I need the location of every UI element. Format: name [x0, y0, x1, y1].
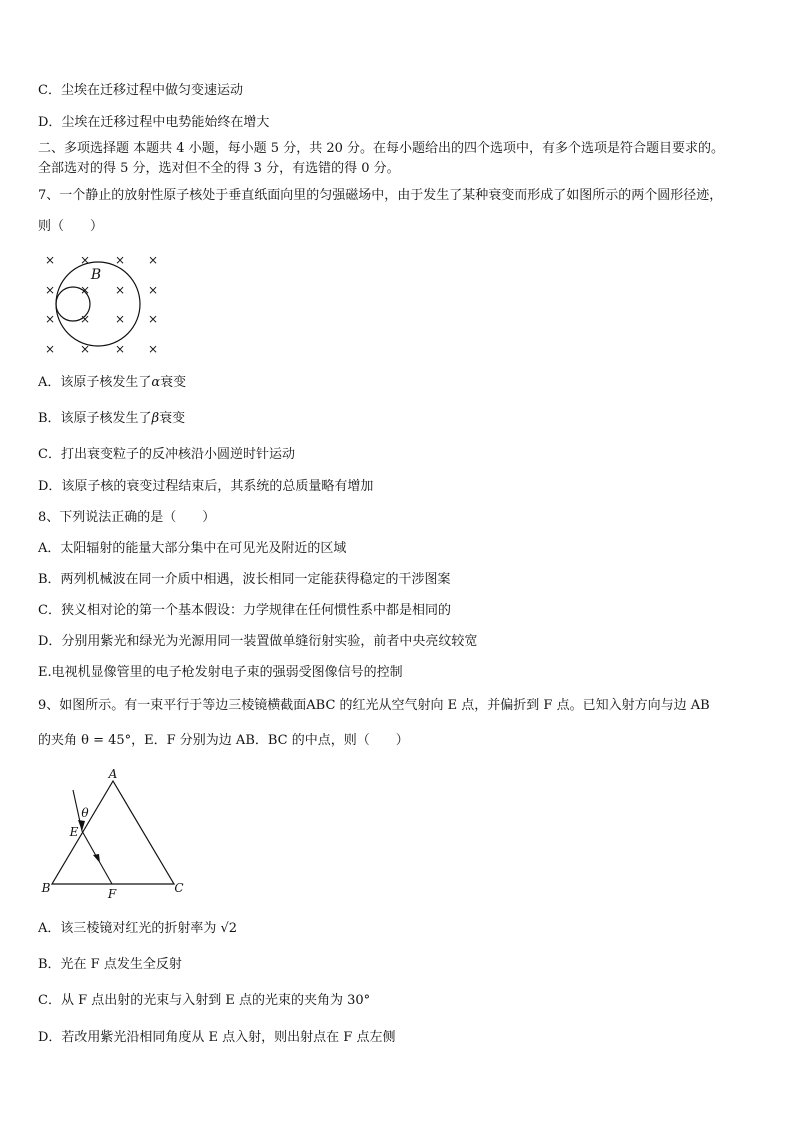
- q7-option-c: C．打出衰变粒子的反冲核沿小圆逆时针运动: [38, 447, 295, 462]
- q9-stem-line1: 9、如图所示。有一束平行于等边三棱镜横截面ABC 的红光从空气射向 E 点，并偏折到 F 点。已知入射方向与边 AB: [38, 698, 710, 713]
- q9-option-b: B．光在 F 点发生全反射: [38, 957, 182, 972]
- field-cross: ×: [44, 342, 56, 356]
- q7-option-b-text: B．该原子核发生了: [38, 411, 152, 426]
- field-cross-marks: [45, 253, 158, 356]
- angle-label-theta: θ: [81, 806, 89, 820]
- beta-symbol: β: [151, 411, 160, 426]
- q8-option-b: B．两列机械波在同一介质中相遇，波长相同一定能获得稳定的干涉图案: [38, 572, 451, 587]
- field-cross: ×: [79, 253, 91, 267]
- q6-option-c: C．尘埃在迁移过程中做匀变速运动: [38, 83, 243, 98]
- q8-option-e: E.电视机显像管里的电子枪发射电子束的强弱受图像信号的控制: [38, 665, 403, 680]
- point-label-e: E: [69, 825, 79, 839]
- small-circular-track: [56, 287, 90, 321]
- q7-option-b: [38, 410, 764, 428]
- field-cross: ×: [44, 253, 56, 267]
- field-cross: ×: [79, 312, 91, 326]
- q7-option-a-suffix: 衰变: [160, 375, 187, 390]
- section2-instructions-line2: 全部选对的得 5 分，选对但不全的得 3 分，有选错的得 0 分。: [38, 161, 400, 176]
- field-cross: ×: [44, 283, 56, 297]
- section2-instructions-line1: 二、多项选择题 本题共 4 小题，每小题 5 分，共 20 分。在每小题给出的四个选项中，有多个选项是符合题目要求的。: [38, 141, 725, 156]
- field-cross: ×: [44, 312, 56, 326]
- q9-option-c: C．从 F 点出射的光束与入射到 E 点的光束的夹角为 30°: [38, 993, 371, 1008]
- q7-option-b-suffix: 衰变: [159, 411, 186, 426]
- field-cross: ×: [79, 283, 91, 297]
- field-cross: ×: [114, 312, 126, 326]
- q7-option-d: D．该原子核的衰变过程结束后，其系统的总质量略有增加: [38, 479, 374, 494]
- q7-stem-line2: 则（ ）: [38, 219, 104, 234]
- point-label-f: F: [107, 887, 117, 900]
- vertex-label-b: B: [41, 881, 51, 895]
- field-cross: ×: [147, 342, 159, 356]
- figure-label-b: B: [90, 267, 102, 283]
- field-cross: ×: [114, 342, 126, 356]
- field-cross: ×: [147, 283, 159, 297]
- field-cross: ×: [114, 253, 126, 267]
- q9-stem-line2: 的夹角 θ = 45°，E．F 分别为边 AB．BC 的中点，则（ ）: [38, 733, 409, 748]
- q9-option-d: D．若改用紫光沿相同角度从 E 点入射，则出射点在 F 点左侧: [38, 1030, 396, 1045]
- q8-option-a: A．太阳辐射的能量大部分集中在可见光及附近的区域: [38, 541, 347, 556]
- field-cross: ×: [147, 253, 159, 267]
- q7-stem-line1: 7、一个静止的放射性原子核处于垂直纸面向里的匀强磁场中，由于发生了某种衰变而形成了如图所示的两个圆形径迹，: [38, 188, 723, 203]
- vertex-label-c: C: [174, 881, 184, 895]
- field-cross: ×: [147, 312, 159, 326]
- q8-option-c: C．狭义相对论的第一个基本假设：力学规律在任何惯性系中都是相同的: [38, 603, 451, 618]
- q7-option-a: [38, 374, 764, 392]
- q7-magnetic-field-figure: [38, 248, 168, 358]
- alpha-symbol: α: [151, 375, 161, 390]
- vertex-label-a: A: [108, 767, 118, 781]
- field-cross: ×: [79, 342, 91, 356]
- q7-option-a-text: A．该原子核发生了: [38, 375, 152, 390]
- q9-option-a: A．该三棱镜对红光的折射率为 √2: [38, 921, 238, 936]
- field-cross: ×: [114, 283, 126, 297]
- q8-stem: 8、下列说法正确的是（ ）: [38, 510, 216, 525]
- refracted-ray-arrow: [93, 854, 100, 863]
- q6-option-d: D．尘埃在迁移过程中电势能始终在增大: [38, 115, 270, 130]
- q9-prism-figure: [38, 765, 188, 900]
- q8-option-d: D．分别用紫光和绿光为光源用同一装置做单缝衍射实验，前者中央亮纹较宽: [38, 634, 478, 649]
